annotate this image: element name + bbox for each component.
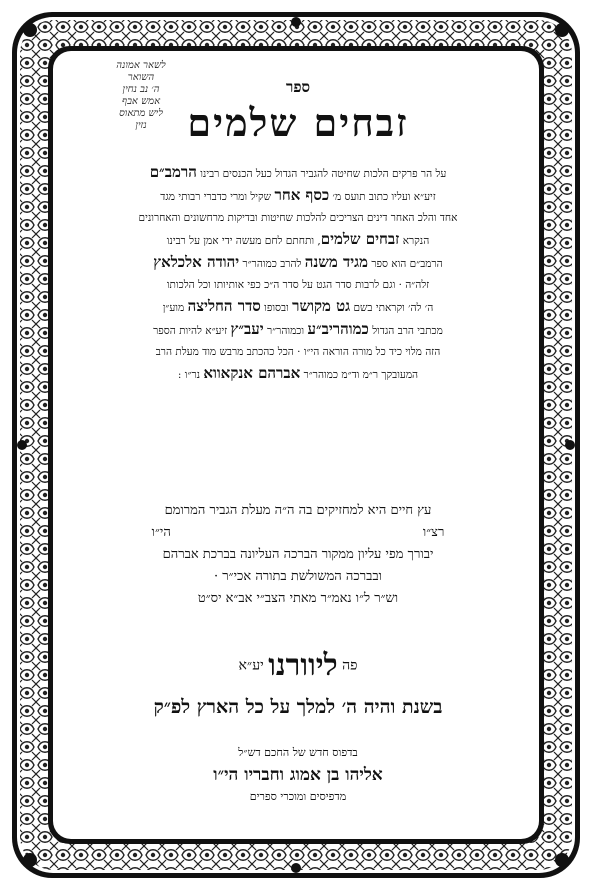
dedication-line: עץ חיים היא למחזיקים בה ה״ה מעלת הגביר המרומם <box>164 503 432 518</box>
description-line: אחד והלכ האחר דינים הצריכים להלכות שחיטות ובדיקות מרחשונים והאחרונים <box>138 212 458 224</box>
handwriting-line: אמש אבף <box>121 96 161 107</box>
place-of-printing <box>78 648 518 683</box>
year-line: בשנת והיה ה׳ למלך על כל הארץ לפ״ק <box>153 696 443 718</box>
description-line: זיע״א ועליו כתוב תועס מ׳ כסף אחר שקיל ומרי כדברי רבותי מגד <box>160 186 436 204</box>
place-suffix: יע״א <box>238 657 264 674</box>
description-line: זלה״ה · וגם לרבות סדר הגט על סדר ה״כ כפי אותיותו וכל הלכותו <box>166 279 430 291</box>
book-title: זבחים שלמים <box>187 100 409 145</box>
sefer-label: ספר <box>285 78 311 96</box>
printer-block <box>78 742 518 808</box>
handwriting-line: ה׳ נב נחין <box>122 84 160 95</box>
description-line: ה׳ לה׳ וקראתי בשם גט מקושר ובסופו סדר החליצה מוע״ן <box>162 297 434 315</box>
description-line: הרמב״ם הוא ספר מגיד משנה להרב כמוהר״ר יהודה אלכלאץ <box>153 253 443 271</box>
handwriting-line: נזין <box>135 120 147 131</box>
printer-name: אליהו בן אמוג וחבריו הי״ו <box>213 765 383 785</box>
dedication-line: ובברכה המשולשת בתורה אכי״ר · <box>214 569 382 584</box>
description-paragraph <box>78 162 518 386</box>
description-line: המעובקך ר״מ וד״מ כמוהר״ר אברהם אנקאווא נר״ו : <box>177 364 419 382</box>
printer-line: מדפיסים ומוכרי ספרים <box>249 790 347 803</box>
page-content <box>78 56 518 836</box>
description-line: על הר פרקים הלכות שחיטה להגביר הגדול כעל הכנסים רבינו הרמב״ם <box>149 163 447 181</box>
printer-line: בדפוס חדש של החכם דש״ל <box>238 746 358 759</box>
handwriting-line: לשאר אמונה <box>116 60 166 71</box>
description-line: מכתבי הרב הגדול כמוהריב״ע וכמוהר״ר יעב״ץ זיע״א להיות הספר <box>153 320 443 338</box>
description-line: הנקרא זבחים שלמים, ותחתם לחם מעשה ידי אמן על רבינו <box>166 230 430 248</box>
dedication-line: יבורך מפי עליון ממקור הברכה העליונה בברכת אברהם <box>162 547 434 562</box>
place-name: ליוורנו <box>268 648 338 683</box>
description-line: הזה מלוי כיד כל מורה הוראה הי״ו · הכל כהכתב מרבש מוד מעלת הרב <box>155 346 441 358</box>
dedication-block <box>78 500 518 610</box>
dedication-line: וש״ר ל״ו נאמ״ר מאתי הצב״י אב״א יס״ט <box>197 591 399 606</box>
dedication-line: רצ״ו הי״ו <box>151 525 445 540</box>
handwriting-line: השואר <box>127 72 155 83</box>
handwriting-line: ליש מתאוס <box>119 108 163 119</box>
place-prefix: פה <box>342 657 358 674</box>
